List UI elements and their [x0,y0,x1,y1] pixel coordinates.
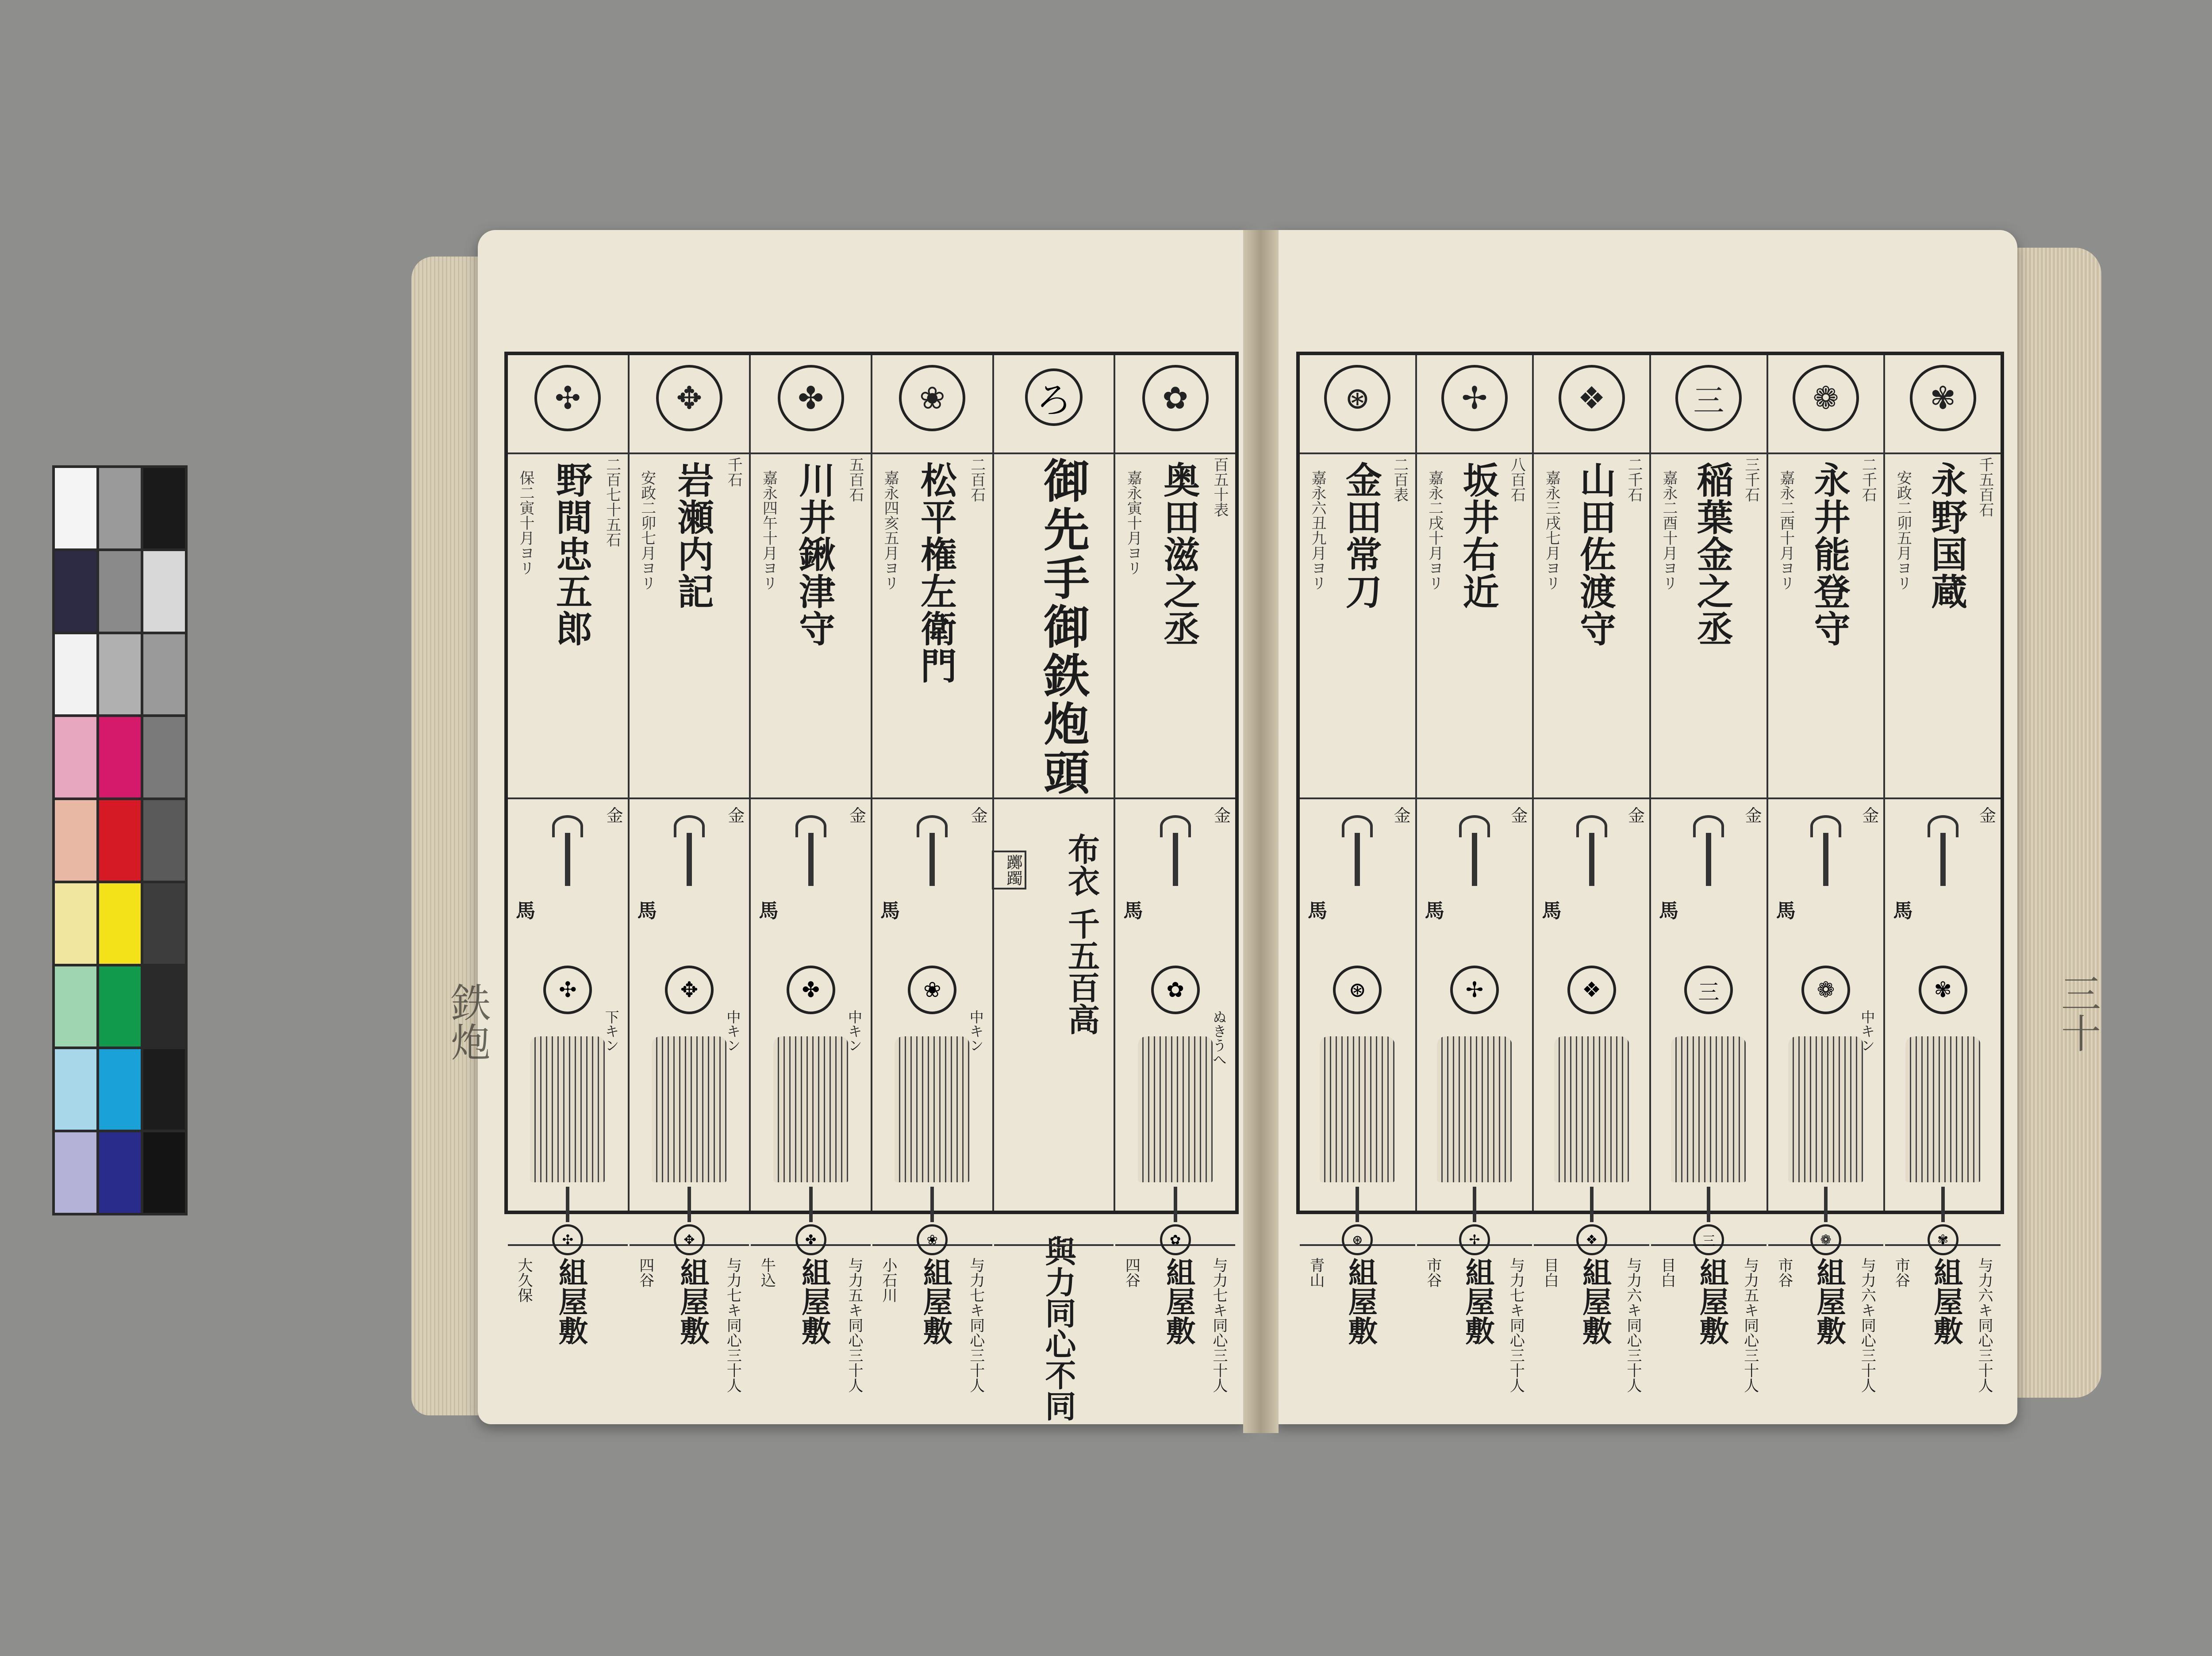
row-divider [508,797,628,799]
row-divider [508,452,628,454]
kumi-yashiki-label: 組屋敷 [1812,1257,1847,1345]
horse-label: 馬 [1308,900,1327,922]
gold-label: 金 [971,806,988,825]
small-crest-icon: ✣ [552,1224,583,1255]
row-divider [1300,797,1415,799]
small-crest-icon: ✤ [795,1224,826,1255]
color-swatch [99,1132,141,1213]
family-crest-icon: ⊛ [1324,365,1390,431]
standard-tassel-icon [773,1036,849,1182]
horse-label: 馬 [516,900,535,922]
family-crest-icon: ✢ [1441,365,1508,431]
footer-note: 與力同心不同 [1040,1235,1077,1421]
family-crest-icon: ❁ [1793,365,1859,431]
tassel-rod-icon [1941,1187,1945,1222]
color-swatch [99,966,141,1047]
gold-label: 金 [1862,806,1879,825]
standard-tassel-icon [652,1036,727,1182]
iroha-mark: ろ [1025,368,1083,426]
officer-name: 野間忠五郎 [550,461,593,647]
kumi-yashiki-label: 組屋敷 [796,1257,831,1345]
tassel-crest-icon: ❀ [908,966,956,1014]
row-divider [1417,452,1532,454]
stipend: 二百七十五石 [603,457,621,547]
register-column [1649,355,1767,1393]
horse-label: 馬 [637,900,657,922]
color-swatch [143,966,185,1047]
horse-label: 馬 [759,900,779,922]
stipend: 八百石 [1508,457,1526,502]
row-divider [1885,452,2001,454]
right-register-table [1296,352,2004,1393]
page-edges-right [2013,248,2101,1398]
register-column [1767,355,1884,1393]
small-crest-icon: ⊛ [1342,1224,1373,1255]
spear-shaft-icon [1173,833,1178,886]
standard-tassel-icon [1554,1036,1629,1182]
family-crest-icon: 三 [1675,365,1742,431]
standard-tassel-icon [895,1036,970,1182]
row-divider [1885,797,2001,799]
officer-name: 金田常刀 [1340,461,1382,610]
color-swatch [55,634,96,715]
officer-name: 永野国蔵 [1925,461,1968,610]
book-gutter [1243,230,1279,1433]
row-divider [630,452,749,454]
tassel-rod-icon [687,1187,691,1222]
horse-label: 馬 [1123,900,1143,922]
tassel-crest-icon: ⊛ [1333,966,1382,1014]
kumi-yashiki-label: 組屋敷 [553,1257,588,1345]
title-column [992,355,1114,1421]
gold-label: 金 [1745,806,1762,825]
side-tab-left: 鉄炮 [444,982,490,1062]
color-swatch [143,634,185,715]
small-crest-icon: ❖ [1576,1224,1607,1255]
row-divider [1300,452,1415,454]
register-column [871,355,992,1393]
gold-label: 金 [1394,806,1411,825]
tassel-rod-icon [1356,1187,1359,1222]
color-swatch [99,717,141,797]
appointment-date: 安政二卯七月ヨリ [638,470,656,590]
family-crest-icon: ✥ [656,365,722,431]
rank-note: 中キン [724,1010,741,1052]
register-column [749,355,871,1393]
color-swatch [99,883,141,964]
staff-count: 与力七キ同心三十人 [1210,1257,1228,1393]
residence: 小石川 [879,1257,898,1303]
register-column [1415,355,1532,1393]
rank-note: 中キン [1859,1010,1876,1052]
color-swatch [55,883,96,964]
spear-shaft-icon [929,833,935,886]
stipend: 二千石 [1625,457,1643,502]
color-swatch [143,1132,185,1213]
kumi-yashiki-label: 組屋敷 [675,1257,710,1345]
staff-count: 与力七キ同心三十人 [1507,1257,1525,1393]
kumi-yashiki-label: 組屋敷 [1161,1257,1196,1345]
color-swatch [55,1049,96,1130]
stipend: 五百石 [846,457,864,502]
spear-shaft-icon [1823,833,1828,886]
spear-shaft-icon [687,833,692,886]
tassel-rod-icon [1174,1187,1177,1222]
row-divider [1417,797,1532,799]
rank-note: 中キン [846,1010,863,1052]
tassel-crest-icon: ✢ [1450,966,1499,1014]
residence: 牛込 [758,1257,776,1288]
appointment-date: 嘉永三戌七月ヨリ [1543,470,1561,590]
spear-shaft-icon [565,833,570,886]
horse-label: 馬 [1425,900,1444,922]
tassel-rod-icon [1824,1187,1828,1222]
tassel-crest-icon: ✣ [543,966,592,1014]
tassel-rod-icon [1590,1187,1594,1222]
officer-name: 山田佐渡守 [1574,461,1617,647]
color-swatch [55,717,96,797]
tassel-crest-icon: ✿ [1151,966,1200,1014]
appointment-date: 嘉永二戌十月ヨリ [1425,470,1444,590]
color-swatch [143,800,185,881]
spear-shaft-icon [1589,833,1594,886]
staff-count: 与力七キ同心三十人 [967,1257,985,1393]
stipend: 二百石 [968,457,986,502]
row-divider [1768,797,1884,799]
color-swatch [55,966,96,1047]
spear-shaft-icon [1355,833,1360,886]
tassel-rod-icon [1707,1187,1710,1222]
row-divider [994,1244,1114,1246]
kumi-yashiki-label: 組屋敷 [1577,1257,1612,1345]
appointment-date: 嘉永二酉十月ヨリ [1777,470,1795,590]
kumi-yashiki-label: 組屋敷 [918,1257,953,1345]
small-crest-icon: ❀ [917,1224,948,1255]
standard-tassel-icon [1437,1036,1512,1182]
row-divider [1651,797,1767,799]
residence: 四谷 [636,1257,654,1288]
tassel-crest-icon: ✤ [787,966,835,1014]
register-column [1883,355,2001,1393]
stipend: 千石 [725,457,743,487]
color-swatch [99,800,141,881]
kumi-yashiki-label: 組屋敷 [1694,1257,1729,1345]
standard-tassel-icon [1905,1036,1981,1182]
residence: 目白 [1658,1257,1676,1288]
register-column [628,355,749,1393]
spear-shaft-icon [1472,833,1477,886]
gold-label: 金 [1511,806,1528,825]
row-divider [1115,797,1235,799]
small-crest-icon: ✥ [674,1224,705,1255]
register-column [1114,355,1235,1393]
residence: 市谷 [1892,1257,1910,1288]
small-crest-icon: 三 [1693,1224,1724,1255]
row-divider [751,452,871,454]
seal-mark: 躑躅 [992,851,1026,889]
spear-shaft-icon [1706,833,1711,886]
appointment-date: 保二寅十月ヨリ [517,470,534,575]
small-crest-icon: ✾ [1928,1224,1959,1255]
row-divider [994,797,1114,799]
tassel-rod-icon [566,1187,569,1222]
family-crest-icon: ✣ [534,365,601,431]
appointment-date: 嘉永寅十月ヨリ [1124,470,1142,575]
register-column [508,355,628,1345]
color-swatch [99,634,141,715]
horse-label: 馬 [1893,900,1913,922]
tassel-rod-icon [930,1187,934,1222]
tassel-crest-icon: ❖ [1567,966,1616,1014]
residence: 四谷 [1122,1257,1141,1288]
staff-count: 与力七キ同心三十人 [724,1257,742,1393]
section-title: 御先手御鉄炮頭 [1036,457,1091,797]
tassel-crest-icon: ✥ [665,966,714,1014]
left-register-table [504,352,1239,1421]
family-crest-icon: ✾ [1910,365,1976,431]
officer-name: 奥田滋之丞 [1157,461,1200,647]
family-crest-icon: ❖ [1559,365,1625,431]
kumi-yashiki-label: 組屋敷 [1928,1257,1963,1345]
family-crest-icon: ❀ [899,365,965,431]
family-crest-icon: ✤ [778,365,844,431]
rank-note: ぬきうへ [1210,1010,1228,1066]
row-divider [994,452,1114,454]
holding-text: 布衣 千五百高 [1063,833,1101,1035]
appointment-date: 嘉永四亥五月ヨリ [881,470,899,590]
row-divider [872,452,992,454]
spear-shaft-icon [808,833,814,886]
rank-note: 中キン [967,1010,984,1052]
row-divider [1768,452,1884,454]
color-swatch [99,468,141,548]
row-divider [1651,452,1767,454]
row-divider [872,797,992,799]
appointment-date: 安政二卯五月ヨリ [1894,470,1912,590]
tassel-crest-icon: ✾ [1919,966,1967,1014]
side-tab-right: 三十 [2054,973,2101,1053]
color-swatch [55,800,96,881]
row-divider [1534,452,1649,454]
staff-count: 与力五キ同心三十人 [1741,1257,1759,1393]
horse-label: 馬 [880,900,900,922]
page-edges-left [411,257,487,1415]
staff-count: 与力六キ同心三十人 [1858,1257,1876,1393]
color-swatch [143,883,185,964]
color-checker [52,465,188,1215]
appointment-date: 嘉永二酉十月ヨリ [1660,470,1678,590]
horse-label: 馬 [1776,900,1796,922]
staff-count: 与力六キ同心三十人 [1975,1257,1993,1393]
small-crest-icon: ✢ [1459,1224,1490,1255]
color-swatch [99,551,141,632]
tassel-crest-icon: ❁ [1801,966,1850,1014]
residence: 市谷 [1775,1257,1793,1288]
stipend: 二百表 [1390,457,1409,502]
officer-name: 坂井右近 [1457,461,1499,610]
officer-name: 岩瀬内記 [672,461,714,610]
officer-name: 松平権左衛門 [914,461,957,684]
stipend: 二千石 [1859,457,1877,502]
residence: 大久保 [515,1257,533,1303]
tassel-crest-icon: 三 [1684,966,1733,1014]
gold-label: 金 [606,806,623,825]
color-swatch [99,1049,141,1130]
standard-tassel-icon [1788,1036,1863,1182]
gold-label: 金 [1214,806,1231,825]
tassel-rod-icon [1473,1187,1476,1222]
staff-count: 与力五キ同心三十人 [845,1257,864,1393]
register-column [1300,355,1415,1345]
row-divider [751,797,871,799]
horse-label: 馬 [1659,900,1679,922]
color-swatch [55,551,96,632]
stipend: 三千石 [1742,457,1760,502]
rank-note: 下キン [603,1010,620,1052]
officer-name: 稲葉金之丞 [1691,461,1734,647]
small-crest-icon: ❁ [1810,1224,1841,1255]
stipend: 千五百石 [1976,457,1994,517]
spear-shaft-icon [1940,833,1946,886]
standard-tassel-icon [1138,1036,1213,1182]
officer-name: 川井鍬津守 [793,461,836,647]
gold-label: 金 [849,806,867,825]
row-divider [1115,452,1235,454]
row-divider [1534,797,1649,799]
register-column [1532,355,1649,1393]
color-swatch [55,1132,96,1213]
officer-name: 永井能登守 [1808,461,1851,647]
residence: 目白 [1541,1257,1559,1288]
row-divider [630,797,749,799]
small-crest-icon: ✿ [1160,1224,1191,1255]
residence: 青山 [1307,1257,1325,1288]
residence: 市谷 [1424,1257,1442,1288]
standard-tassel-icon [530,1036,605,1182]
horse-label: 馬 [1542,900,1562,922]
stipend: 百五十表 [1211,457,1229,517]
appointment-date: 嘉永六丑九月ヨリ [1309,470,1326,590]
color-swatch [143,468,185,548]
gold-label: 金 [1979,806,1997,825]
gold-label: 金 [728,806,745,825]
color-swatch [55,468,96,548]
color-swatch [143,1049,185,1130]
tassel-rod-icon [809,1187,813,1222]
color-swatch [143,551,185,632]
standard-tassel-icon [1320,1036,1395,1182]
color-swatch [143,717,185,797]
open-book [411,230,2128,1460]
family-crest-icon: ✿ [1142,365,1209,431]
kumi-yashiki-label: 組屋敷 [1460,1257,1495,1345]
gold-label: 金 [1628,806,1645,825]
staff-count: 与力六キ同心三十人 [1624,1257,1642,1393]
kumi-yashiki-label: 組屋敷 [1343,1257,1378,1345]
standard-tassel-icon [1671,1036,1746,1182]
appointment-date: 嘉永四午十月ヨリ [760,470,778,590]
